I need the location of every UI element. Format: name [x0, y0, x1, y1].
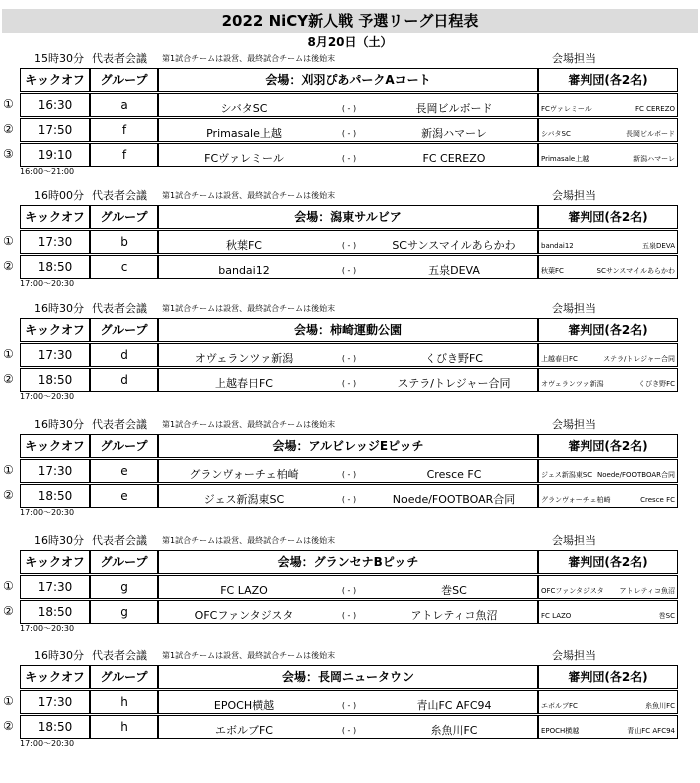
referee-team-1: EPOCH横越	[541, 727, 580, 735]
matchup	[158, 715, 538, 739]
away-team: 糸魚川FC	[430, 724, 478, 737]
meeting-line	[0, 50, 700, 68]
meeting-label: 代表者会議	[92, 649, 147, 662]
referee-teams	[538, 484, 678, 508]
referee-teams	[538, 255, 678, 279]
match-row	[0, 230, 700, 254]
header-venue: 会場：長岡ニュータウン	[158, 665, 538, 689]
match-row	[0, 715, 700, 739]
match-row	[0, 575, 700, 599]
match-number: ①	[3, 234, 14, 248]
referee-team-2: アトレティコ魚沼	[619, 587, 675, 595]
match-row	[0, 343, 700, 367]
referee-team-1: オヴェランツァ新潟	[541, 380, 604, 388]
matchup	[158, 93, 538, 117]
time-span: 16:00～21:00	[20, 167, 75, 176]
referee-team-1: エボルブFC	[541, 702, 578, 710]
referee-team-1: bandai12	[541, 242, 574, 250]
home-team: オヴェランツァ新潟	[194, 352, 294, 365]
venue-duty-label: 会場担当	[552, 534, 596, 547]
setup-note: 第1試合チームは設営、最終試合チームは後始末	[162, 191, 336, 200]
header-kickoff: キックオフ	[20, 550, 90, 574]
home-team: OFCファンタジスタ	[194, 609, 294, 622]
vs-marker: ( - )	[341, 154, 357, 163]
vs-marker: ( - )	[341, 266, 357, 275]
header-kickoff: キックオフ	[20, 68, 90, 92]
match-row	[0, 368, 700, 392]
kickoff-time: 18:50	[20, 255, 90, 279]
header-venue: 会場：潟東サルビア	[158, 205, 538, 229]
venue-duty-label: 会場担当	[552, 418, 596, 431]
vs-marker: ( - )	[341, 470, 357, 479]
home-team: グランヴォーチェ柏崎	[189, 468, 299, 481]
time-span: 17:00～20:30	[20, 392, 75, 401]
kickoff-time: 18:50	[20, 715, 90, 739]
match-row	[0, 93, 700, 117]
header-group: グループ	[90, 550, 158, 574]
home-team: 秋葉FC	[225, 239, 262, 252]
referee-team-1: OFCファンタジスタ	[541, 587, 604, 595]
vs-marker: ( - )	[341, 495, 357, 504]
meeting-time: 16時30分	[34, 649, 84, 662]
meeting-line	[0, 532, 700, 550]
referee-team-2: 巻SC	[658, 612, 675, 620]
group-letter: f	[90, 143, 158, 167]
header-venue: 会場：柿崎運動公園	[158, 318, 538, 342]
header-group: グループ	[90, 665, 158, 689]
setup-note: 第1試合チームは設営、最終試合チームは後始末	[162, 651, 336, 660]
matchup	[158, 118, 538, 142]
group-letter: e	[90, 484, 158, 508]
referee-teams	[538, 575, 678, 599]
home-team: FCヴァレミール	[204, 152, 284, 165]
matchup	[158, 484, 538, 508]
match-row	[0, 484, 700, 508]
group-letter: h	[90, 690, 158, 714]
header-venue: 会場：刈羽ぴあパークAコート	[158, 68, 538, 92]
group-letter: g	[90, 600, 158, 624]
match-row	[0, 255, 700, 279]
referee-teams	[538, 118, 678, 142]
match-row	[0, 143, 700, 167]
kickoff-time: 17:30	[20, 459, 90, 483]
home-team: シバタSC	[220, 102, 268, 115]
kickoff-time: 18:50	[20, 600, 90, 624]
header-referee: 審判団(各2名)	[538, 550, 678, 574]
match-number: ②	[3, 719, 14, 733]
vs-marker: ( - )	[341, 354, 357, 363]
kickoff-time: 18:50	[20, 368, 90, 392]
setup-note: 第1試合チームは設営、最終試合チームは後始末	[162, 536, 336, 545]
venue-duty-label: 会場担当	[552, 649, 596, 662]
referee-team-1: シバタSC	[541, 130, 571, 138]
meeting-time: 16時30分	[34, 302, 84, 315]
meeting-time: 16時30分	[34, 534, 84, 547]
group-letter: b	[90, 230, 158, 254]
page-title: 2022 NiCY新人戦 予選リーグ日程表	[2, 9, 698, 33]
away-team: 新潟ハマーレ	[421, 127, 487, 140]
setup-note: 第1試合チームは設営、最終試合チームは後始末	[162, 304, 336, 313]
group-letter: c	[90, 255, 158, 279]
match-row	[0, 459, 700, 483]
referee-team-1: 秋葉FC	[541, 267, 564, 275]
group-letter: d	[90, 368, 158, 392]
away-team: 長岡ビルボード	[415, 102, 493, 115]
referee-team-2: 長岡ビルボード	[626, 130, 675, 138]
away-team: Noede/FOOTBOAR合同	[392, 493, 516, 506]
referee-team-2: ステラ/トレジャー合同	[603, 355, 675, 363]
referee-teams	[538, 600, 678, 624]
referee-teams	[538, 715, 678, 739]
vs-marker: ( - )	[341, 701, 357, 710]
vs-marker: ( - )	[341, 129, 357, 138]
matchup	[158, 143, 538, 167]
meeting-label: 代表者会議	[92, 302, 147, 315]
venue-duty-label: 会場担当	[552, 52, 596, 65]
vs-marker: ( - )	[341, 241, 357, 250]
home-team: FC LAZO	[220, 584, 268, 597]
vs-marker: ( - )	[341, 379, 357, 388]
header-referee: 審判団(各2名)	[538, 205, 678, 229]
match-number: ②	[3, 488, 14, 502]
header-referee: 審判団(各2名)	[538, 318, 678, 342]
meeting-line	[0, 416, 700, 434]
group-letter: a	[90, 93, 158, 117]
home-team: ジェス新潟東SC	[203, 493, 285, 506]
matchup	[158, 575, 538, 599]
kickoff-time: 16:30	[20, 93, 90, 117]
match-number: ③	[3, 147, 14, 161]
away-team: FC CEREZO	[422, 152, 486, 165]
referee-team-1: グランヴォーチェ柏崎	[541, 496, 611, 504]
referee-teams	[538, 343, 678, 367]
referee-team-1: ジェス新潟東SC	[541, 471, 593, 479]
referee-teams	[538, 93, 678, 117]
group-letter: d	[90, 343, 158, 367]
home-team: Primasale上越	[206, 127, 282, 140]
referee-team-2: FC CEREZO	[634, 105, 675, 113]
header-group: グループ	[90, 434, 158, 458]
group-letter: f	[90, 118, 158, 142]
home-team: 上越春日FC	[214, 377, 273, 390]
referee-team-1: 上越春日FC	[541, 355, 578, 363]
venue-duty-label: 会場担当	[552, 302, 596, 315]
meeting-label: 代表者会議	[92, 189, 147, 202]
meeting-label: 代表者会議	[92, 418, 147, 431]
vs-marker: ( - )	[341, 104, 357, 113]
meeting-label: 代表者会議	[92, 534, 147, 547]
time-span: 17:00～20:30	[20, 739, 75, 748]
away-team: ステラ/トレジャー合同	[397, 377, 511, 390]
referee-team-2: 新潟ハマーレ	[633, 155, 675, 163]
away-team: くびき野FC	[424, 352, 483, 365]
meeting-time: 16時00分	[34, 189, 84, 202]
meeting-line	[0, 300, 700, 318]
vs-marker: ( - )	[341, 726, 357, 735]
away-team: SCサンスマイルあらかわ	[392, 239, 516, 252]
kickoff-time: 17:30	[20, 575, 90, 599]
header-kickoff: キックオフ	[20, 434, 90, 458]
meeting-line	[0, 647, 700, 665]
event-date: 8月20日（土）	[307, 35, 393, 49]
kickoff-time: 18:50	[20, 484, 90, 508]
away-team: 巻SC	[441, 584, 467, 597]
away-team: 五泉DEVA	[428, 264, 480, 277]
matchup	[158, 343, 538, 367]
away-team: 青山FC AFC94	[416, 699, 492, 712]
venue-duty-label: 会場担当	[552, 189, 596, 202]
referee-team-2: SCサンスマイルあらかわ	[596, 267, 675, 275]
header-referee: 審判団(各2名)	[538, 68, 678, 92]
referee-team-1: Primasale上越	[541, 155, 590, 163]
match-row	[0, 600, 700, 624]
kickoff-time: 17:30	[20, 230, 90, 254]
match-number: ②	[3, 259, 14, 273]
header-group: グループ	[90, 205, 158, 229]
vs-marker: ( - )	[341, 586, 357, 595]
header-kickoff: キックオフ	[20, 318, 90, 342]
header-referee: 審判団(各2名)	[538, 434, 678, 458]
match-number: ①	[3, 347, 14, 361]
setup-note: 第1試合チームは設営、最終試合チームは後始末	[162, 420, 336, 429]
time-span: 17:00～20:30	[20, 508, 75, 517]
matchup	[158, 690, 538, 714]
referee-teams	[538, 459, 678, 483]
match-number: ②	[3, 372, 14, 386]
header-venue: 会場：グランセナBピッチ	[158, 550, 538, 574]
meeting-line	[0, 187, 700, 205]
referee-teams	[538, 230, 678, 254]
setup-note: 第1試合チームは設営、最終試合チームは後始末	[162, 54, 336, 63]
match-number: ①	[3, 463, 14, 477]
referee-team-2: 青山FC AFC94	[627, 727, 675, 735]
header-kickoff: キックオフ	[20, 205, 90, 229]
referee-teams	[538, 690, 678, 714]
header-group: グループ	[90, 68, 158, 92]
match-row	[0, 690, 700, 714]
away-team: Cresce FC	[426, 468, 482, 481]
match-number: ①	[3, 694, 14, 708]
match-number: ②	[3, 604, 14, 618]
meeting-label: 代表者会議	[92, 52, 147, 65]
group-letter: h	[90, 715, 158, 739]
header-kickoff: キックオフ	[20, 665, 90, 689]
match-number: ②	[3, 122, 14, 136]
referee-team-2: くびき野FC	[638, 380, 675, 388]
kickoff-time: 17:50	[20, 118, 90, 142]
meeting-time: 15時30分	[34, 52, 84, 65]
referee-team-2: 五泉DEVA	[642, 242, 675, 250]
matchup	[158, 368, 538, 392]
home-team: エボルブFC	[214, 724, 273, 737]
referee-team-1: FCヴァレミール	[541, 105, 592, 113]
kickoff-time: 19:10	[20, 143, 90, 167]
matchup	[158, 600, 538, 624]
time-span: 17:00～20:30	[20, 624, 75, 633]
match-row	[0, 118, 700, 142]
matchup	[158, 255, 538, 279]
header-referee: 審判団(各2名)	[538, 665, 678, 689]
match-number: ①	[3, 579, 14, 593]
group-letter: e	[90, 459, 158, 483]
away-team: アトレティコ魚沼	[410, 609, 498, 622]
referee-team-2: 糸魚川FC	[645, 702, 675, 710]
vs-marker: ( - )	[341, 611, 357, 620]
home-team: bandai12	[218, 264, 270, 277]
referee-teams	[538, 368, 678, 392]
referee-teams	[538, 143, 678, 167]
header-venue: 会場：アルビレッジEピッチ	[158, 434, 538, 458]
referee-team-2: Noede/FOOTBOAR合同	[597, 471, 675, 479]
referee-team-1: FC LAZO	[541, 612, 572, 620]
matchup	[158, 459, 538, 483]
kickoff-time: 17:30	[20, 343, 90, 367]
meeting-time: 16時30分	[34, 418, 84, 431]
time-span: 17:00～20:30	[20, 279, 75, 288]
kickoff-time: 17:30	[20, 690, 90, 714]
home-team: EPOCH横越	[213, 699, 275, 712]
referee-team-2: Cresce FC	[640, 496, 675, 504]
header-group: グループ	[90, 318, 158, 342]
group-letter: g	[90, 575, 158, 599]
match-number: ①	[3, 97, 14, 111]
matchup	[158, 230, 538, 254]
